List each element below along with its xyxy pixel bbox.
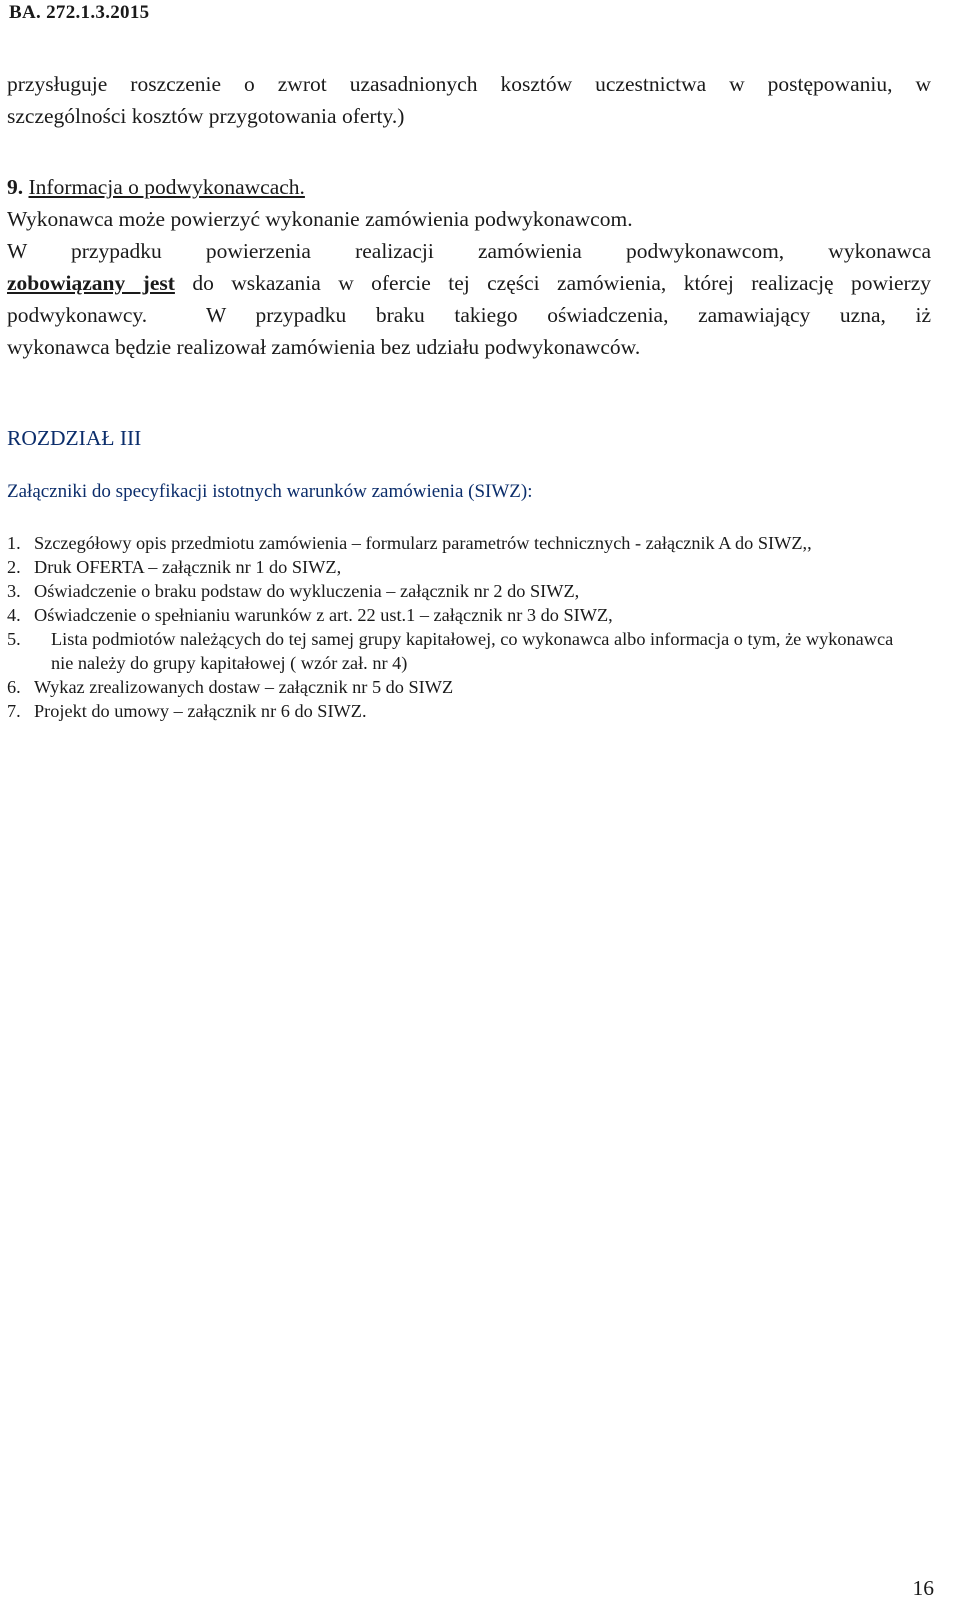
section-9-p-line-1: W przypadku powierzenia realizacji zamówienia podwykonawcom, wykonawca (7, 239, 931, 263)
section-9-p-line-2 (7, 267, 931, 299)
list-item (7, 627, 937, 675)
section-9-p-line-3: podwykonawcy. W przypadku braku takiego oświadczenia, zamawiający uzna, iż (7, 303, 931, 327)
list-item-text: Szczegółowy opis przedmiotu zamówienia – formularz parametrów technicznych - załącznik A do SIWZ,, (34, 533, 812, 553)
section-9-p-line-2-rest: do wskazania w ofercie tej części zamówienia, której realizację powierzy (192, 271, 932, 295)
list-item-text: Projekt do umowy – załącznik nr 6 do SIWZ. (34, 701, 367, 721)
section-9-number: 9. (7, 175, 24, 199)
list-item-number: 1. (7, 533, 21, 553)
list-item (7, 531, 937, 555)
section-9-line-1: Wykonawca może powierzyć wykonanie zamówienia podwykonawcom. (7, 207, 633, 231)
list-item-text: Oświadczenie o braku podstaw do wykluczenia – załącznik nr 2 do SIWZ, (34, 581, 580, 601)
page-number: 16 (912, 1576, 934, 1600)
list-item (7, 675, 937, 699)
obligation-emphasis: zobowiązany jest (7, 271, 175, 295)
list-item-number: 2. (7, 557, 21, 577)
list-item-text: Oświadczenie o spełnianiu warunków z art. 22 ust.1 – załącznik nr 3 do SIWZ, (34, 605, 613, 625)
intro-paragraph (7, 68, 931, 132)
chapter-subtitle: Załączniki do specyfikacji istotnych warunków zamówienia (SIWZ): (7, 481, 533, 502)
section-9-p-line-4: wykonawca będzie realizował zamówienia bez udziału podwykonawców. (7, 335, 641, 359)
list-item-number: 5. (7, 629, 21, 649)
attachments-list (7, 531, 937, 723)
intro-line-1: przysługuje roszczenie o zwrot uzasadnionych kosztów uczestnictwa w postępowaniu, w (7, 72, 931, 96)
list-item (7, 579, 937, 603)
list-item-text: Lista podmiotów należących do tej samej grupy kapitałowej, co wykonawca albo informacja o tym, że wykonawca nie należy do grupy kapitałowej ( wzór zał. nr 4) (51, 629, 894, 673)
list-item (7, 555, 937, 579)
section-9-title: Informacja o podwykonawcach. (28, 175, 305, 199)
list-item-text: Druk OFERTA – załącznik nr 1 do SIWZ, (34, 557, 342, 577)
section-9-paragraph (7, 235, 931, 363)
section-9-heading (7, 171, 305, 203)
list-item-text: Wykaz zrealizowanych dostaw – załącznik nr 5 do SIWZ (34, 677, 454, 697)
document-reference: BA. 272.1.3.2015 (9, 2, 150, 23)
list-item (7, 603, 937, 627)
list-item-number: 7. (7, 701, 21, 721)
list-item-number: 3. (7, 581, 21, 601)
chapter-title: ROZDZIAŁ III (7, 426, 142, 450)
list-item-number: 6. (7, 677, 21, 697)
intro-line-2: szczególności kosztów przygotowania oferty.) (7, 104, 405, 128)
list-item-number: 4. (7, 605, 21, 625)
list-item (7, 699, 937, 723)
